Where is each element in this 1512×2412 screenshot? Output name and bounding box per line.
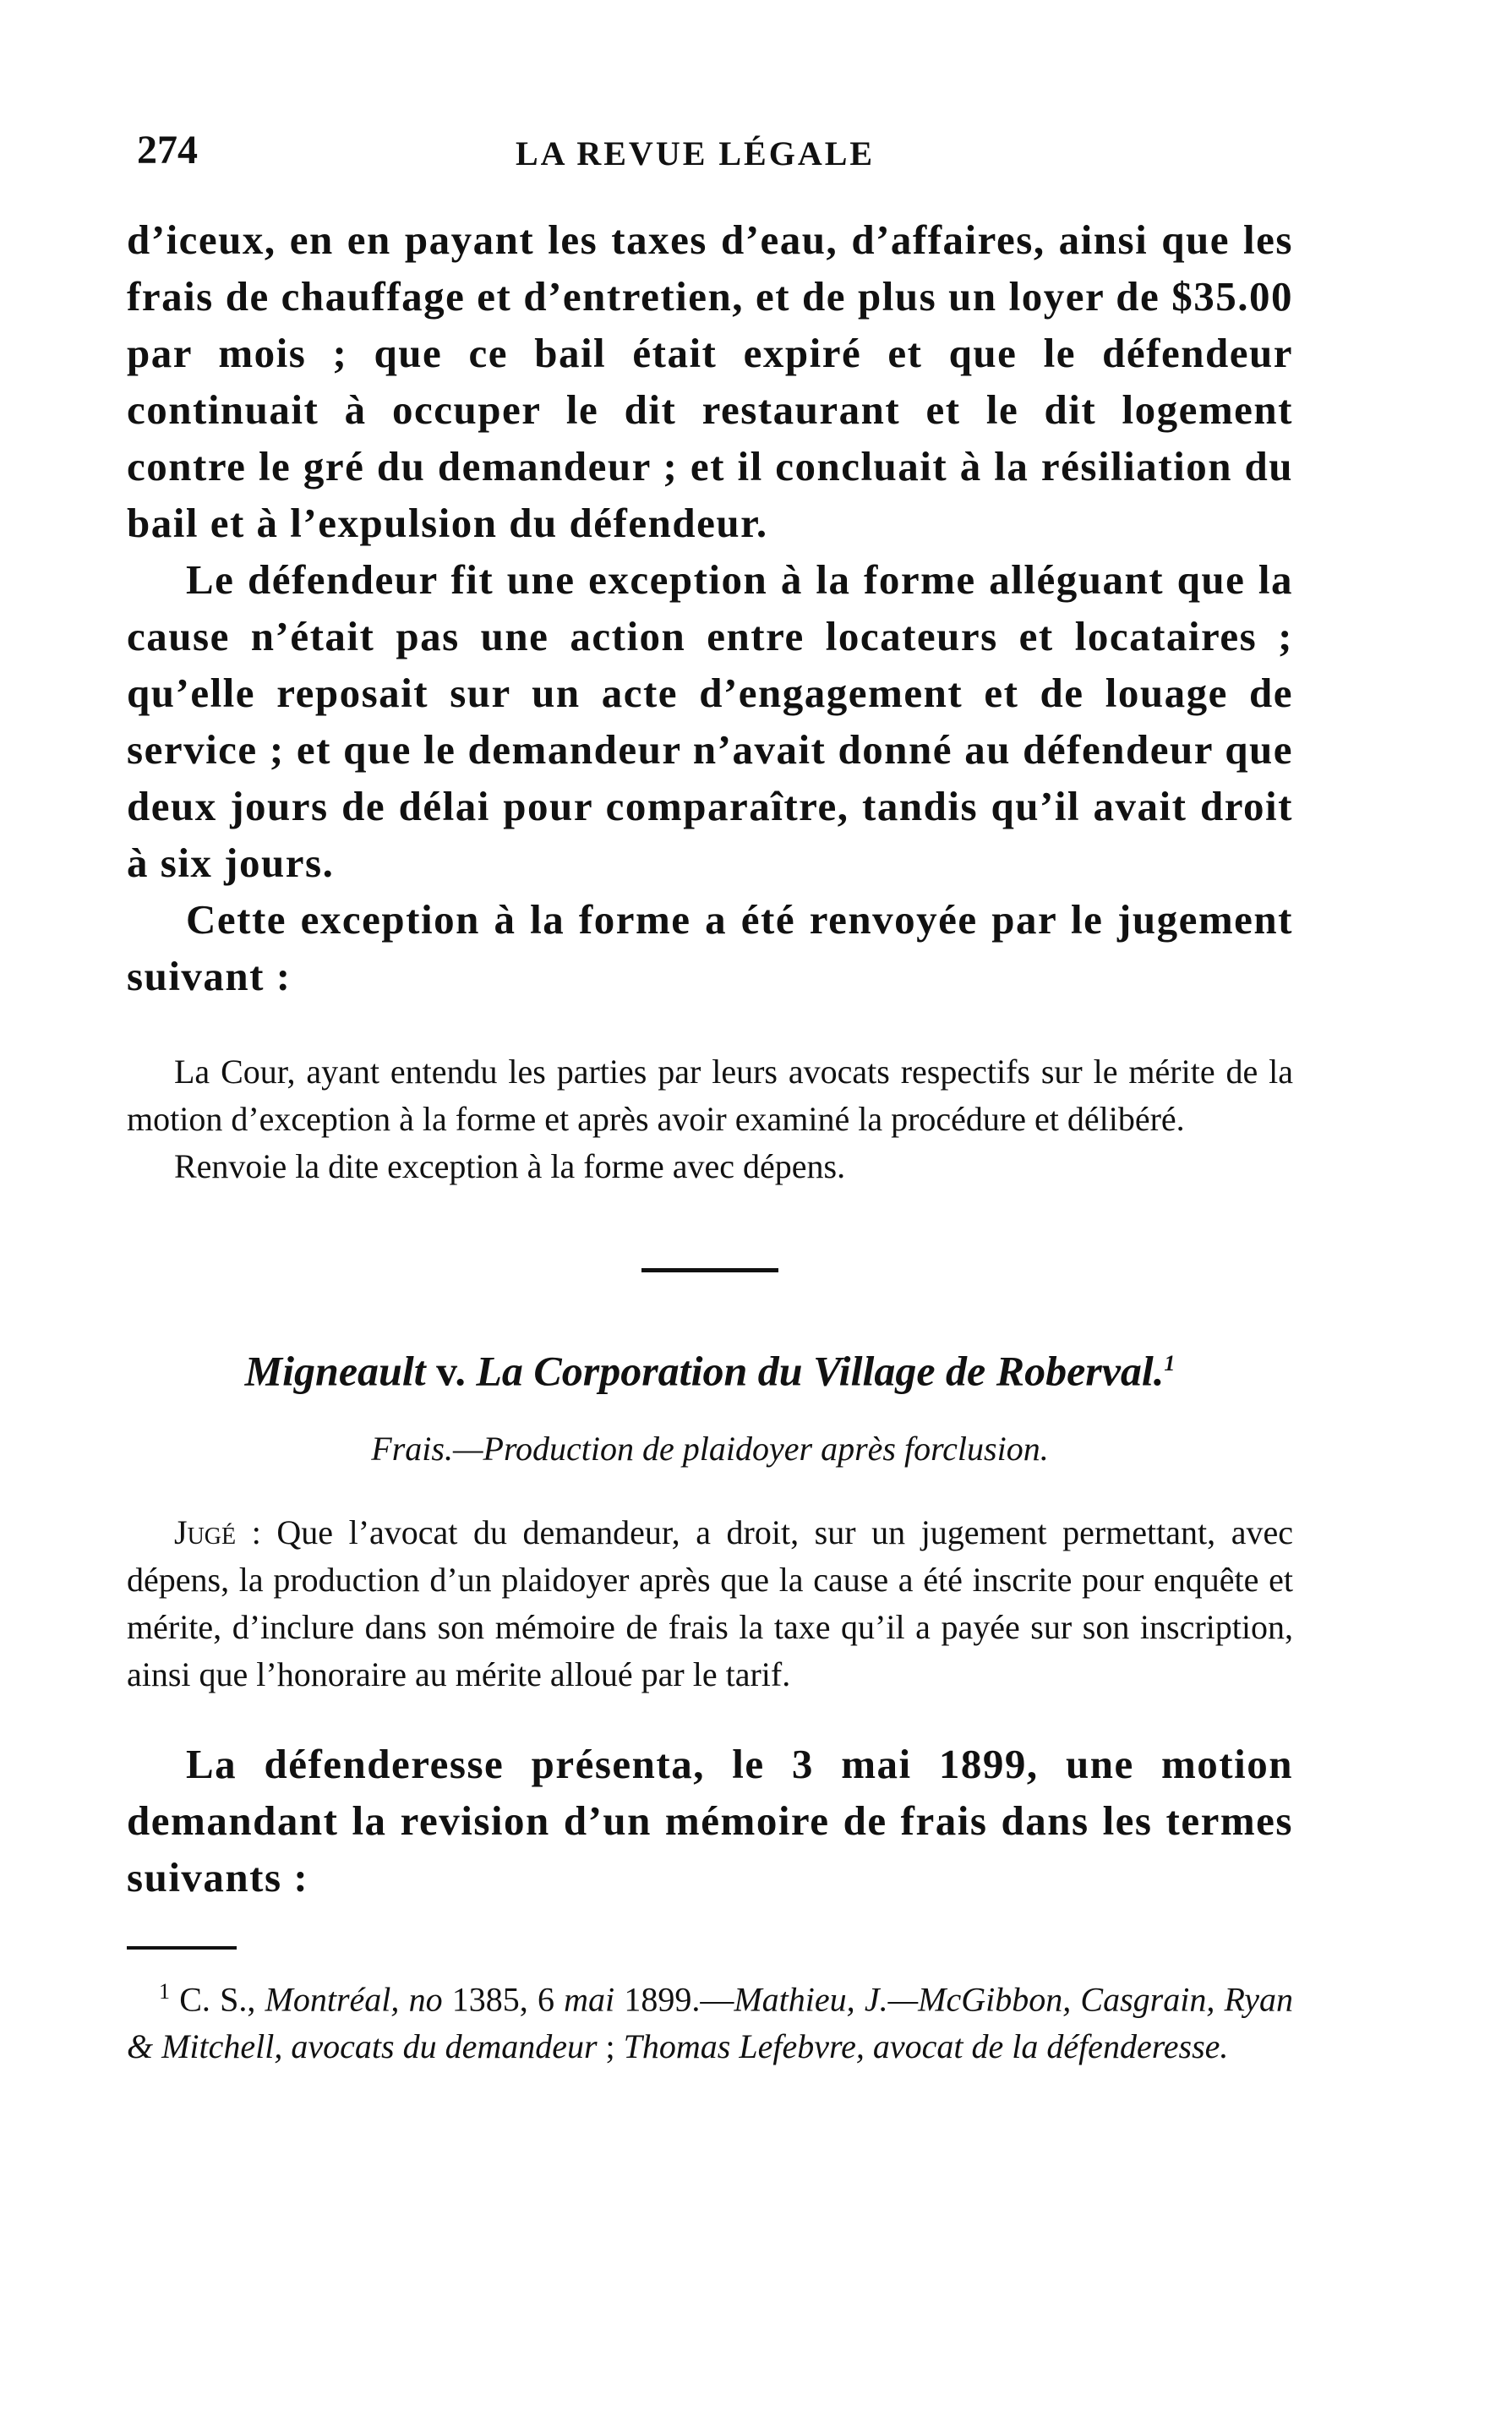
paragraph-motion: La défenderesse présenta, le 3 mai 1899, une motion demandant la revision d’un mémoire de frais dans les termes suivants : [127,1740,1293,1901]
headnote [127,1509,1293,1698]
footnote-mark: 1 [159,1978,170,2004]
headnote-lead: Jugé [174,1512,237,1551]
journal-title: LA REVUE LÉGALE [516,134,876,172]
footnote-month: mai [564,1979,615,2018]
paragraph-dismissal: Cette exception à la forme a été renvoyée par le jugement suivant : [127,896,1293,999]
section-continued-case [127,211,1293,1190]
section-divider [641,1268,778,1272]
footnote-separator: ; [597,2026,624,2065]
footnote-reference: 1 [1164,1351,1176,1376]
page-number: 274 [137,128,198,172]
footnote-number: 1385, 6 [442,1979,565,2018]
footnote [127,1968,1293,2070]
footnote-court: C. S., [179,1979,265,2018]
footnote-place: Montréal, no [265,1979,443,2018]
case-subject: Frais.—Production de plaidoyer après forclusion. [371,1429,1049,1468]
document-page [127,127,1293,2070]
paragraph-exception: Le défendeur fit une exception à la forme alléguant que la cause n’était pas une action entre locateurs et locataires ; qu’elle reposait sur un acte d’engagement et de louage de service ; et que le demandeur n’avait donné au défendeur que deux jours de délai pour comparaître, tandis qu’il avait droit à six jours. [127,556,1293,886]
defendant-name: La Corporation du Village de Roberval. [476,1347,1165,1395]
section-new-case [127,1338,1293,1906]
headnote-text: : Que l’avocat du demandeur, a droit, sur un jugement permettant, avec dépens, la production d’un plaidoyer après que la cause a été inscrite pour enquête et mérite, d’inclure dans son mémoire de frais la taxe qu’il a payée sur son inscription, ainsi que l’honoraire au mérite alloué par le tarif. [127,1512,1293,1693]
versus-label: v. [436,1347,466,1395]
case-title [127,1338,1293,1397]
judgment-paragraph: La Cour, ayant entendu les parties par leurs avocats respectifs sur le mérite de la motion d’exception à la forme et après avoir examiné la procédure et délibéré. [127,1053,1293,1138]
running-header [127,127,1293,194]
footnote-year: 1899.— [614,1979,734,2018]
paragraph-continued: d’iceux, en en payant les taxes d’eau, d’affaires, ainsi que les frais de chauffage et d’entretien, et de plus un loyer de $35.00 par mois ; que ce bail était expiré et que le défendeur continuait à occuper le dit restaurant et le dit logement contre le gré du demandeur ; et il concluait à la résiliation du bail et à l’expulsion du défendeur. [127,216,1293,546]
judgment-ruling: Renvoie la dite exception à la forme avec dépens. [174,1147,846,1185]
footnote-defence-counsel: Thomas Lefebvre, avocat de la défenderesse. [623,2026,1229,2065]
footnote-divider [127,1946,237,1950]
judgment-quote [127,1048,1293,1190]
footnote-judge-counsel: Mathieu, J.—McGibbon, Casgrain, Ryan & Mitchell, avocats du demandeur [127,1979,1294,2065]
plaintiff-name: Migneault [244,1347,426,1395]
